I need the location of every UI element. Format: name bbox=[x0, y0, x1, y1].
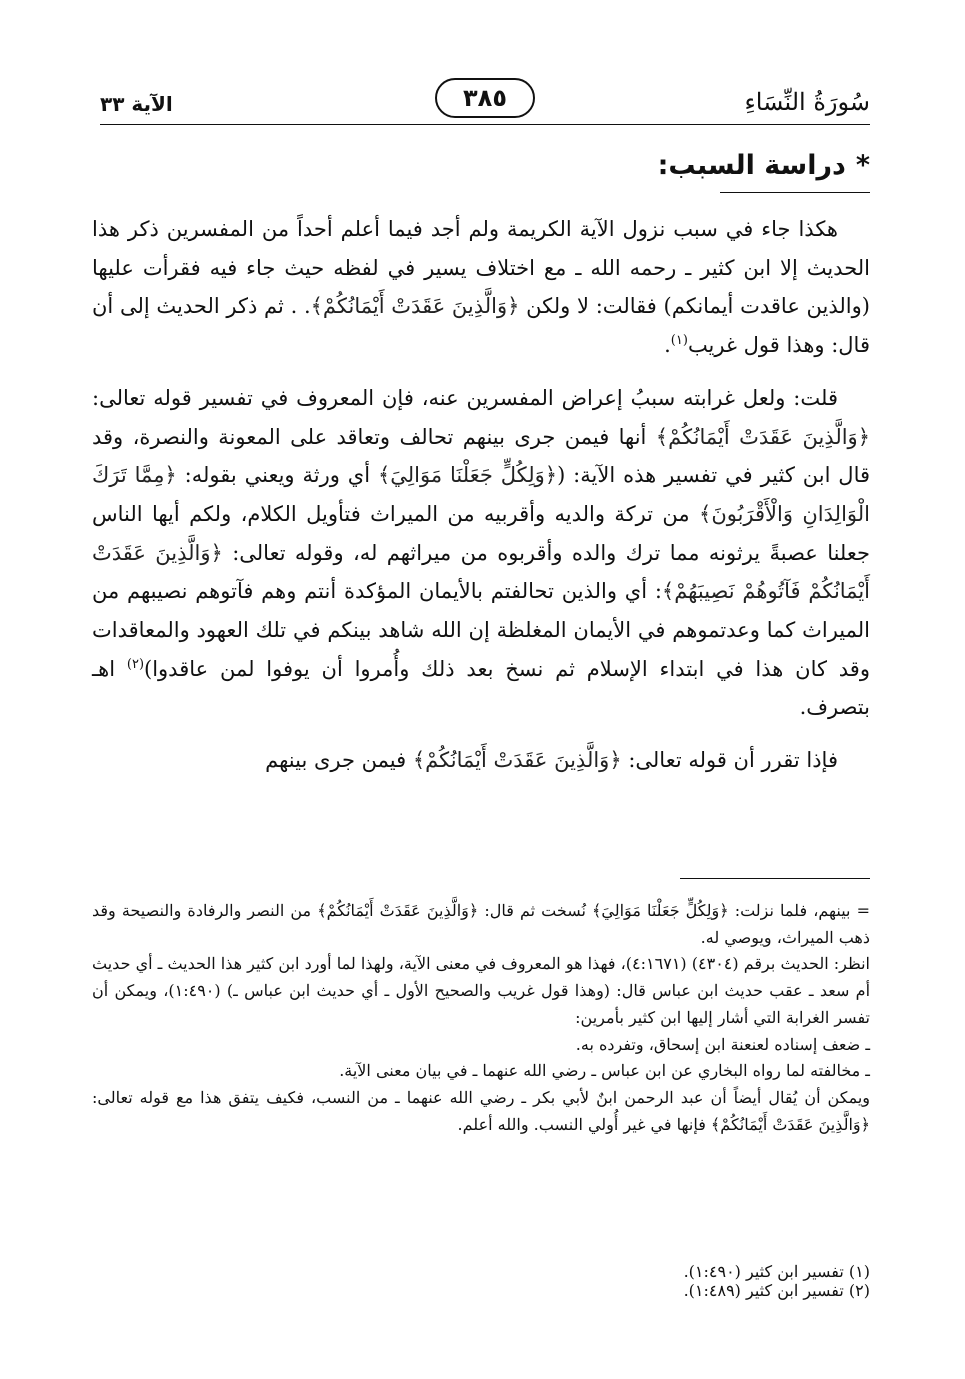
footnote-marker: (١) bbox=[670, 333, 688, 349]
surah-name: سُورَةُ النِّسَاءِ bbox=[744, 88, 870, 116]
page-header bbox=[100, 78, 870, 122]
footnote-separator bbox=[680, 878, 870, 879]
page-number: ٣٨٥ bbox=[435, 78, 535, 118]
text-run: من تركة والديه وأقربيه من الميراث فتأويل الكلام، ولكم أيها الناس جعلنا عصبةً يرثونه مما ترك والده وأقربوه من ميراثهم له، وقوله تعالى: bbox=[92, 501, 870, 565]
quran-quote: ﴿وَلِكُلٍّ جَعَلْنَا مَوَالِيَ﴾ bbox=[377, 463, 558, 488]
footnote-line: ويمكن أن يُقال أيضاً أن عبد الرحمن ابنٌ لأبي بكر ـ رضي الله عنهما ـ من النسب، فكيف يتفق هذا مع قوله تعالى: ﴿وَالَّذِينَ عَقَدَتْ أَيْمَانُكُمْ﴾ فإنها في غير أُولي النسب. والله أعلم. bbox=[92, 1087, 870, 1134]
heading-underline bbox=[720, 192, 870, 193]
header-rule bbox=[100, 124, 870, 125]
text-run: فيمن جرى بينهم bbox=[265, 748, 413, 773]
quran-quote: ﴿وَالَّذِينَ عَقَدَتْ أَيْمَانُكُمْ فَآتُوهُمْ نَصِيبَهُمْ﴾ bbox=[92, 540, 871, 604]
main-text bbox=[92, 210, 870, 794]
star-icon: * bbox=[855, 150, 870, 181]
text-run: : أي والذين تحالفتم بالأيمان المؤكدة أنتم وهم فآتوهم نصيبهم من الميراث كما وعدتموهم في الأيمان المغلظة إن الله شاهد بينكم في تلك العهود والمعاقدات وقد كان هذا في ابتداء الإسلام ثم نسخ بعد ذلك وأُمروا أن يوفوا لمن عاقدوا) bbox=[92, 579, 870, 681]
section-heading bbox=[100, 150, 870, 181]
footnote-ref-2: (٢) تفسير ابن كثير (١:٤٨٩). bbox=[683, 1281, 870, 1300]
paragraph-1 bbox=[92, 210, 870, 365]
text-run: . bbox=[664, 333, 671, 358]
paragraph-2 bbox=[92, 379, 870, 727]
footnote-references bbox=[92, 1262, 870, 1300]
footnotes bbox=[92, 898, 870, 1138]
quran-quote: ﴿مِمَّا تَرَكَ الْوَالِدَانِ وَالْأَقْرَبُونَ﴾ bbox=[92, 463, 870, 526]
text-run: اهـ بتصرف. bbox=[92, 656, 870, 720]
text-run: أنها فيمن جرى بينهم تحالف وتعاقد على المعونة والنصرة، وقد قال ابن كثير في تفسير هذه الآية: ( bbox=[92, 424, 871, 488]
text-run: أي ورثة ويعني بقوله: bbox=[176, 463, 378, 488]
verse-label: الآية ٣٣ bbox=[100, 92, 173, 116]
footnote-line: انظر: الحديث برقم (٤٣٠٤) (٤:١٦٧١)، فهذا هو المعروف في معنى الآية، ولهذا لما أورد ابن كثير هذا الحديث ـ أي حديث أم سعد ـ عقب حديث ابن عباس قال: (وهذا قول غريب والصحيح الأول ـ أي حديث ابن عباس ـ) (١:٤٩٠)، ويمكن أن تفسر الغرابة التي أشار إليها ابن كثير بأمرين: bbox=[92, 954, 871, 1027]
paragraph-3 bbox=[92, 741, 870, 780]
text-run: . . ثم ذكر الحديث إلى أن قال: وهذا قول غريب bbox=[92, 294, 870, 358]
footnote-line: ـ ضعف إسناده لعنعنة ابن إسحاق، وتفرده به. bbox=[575, 1034, 870, 1054]
footnote-line: ـ مخالفته لما رواه البخاري عن ابن عباس ـ رضي الله عنهما ـ في بيان معنى الآية. bbox=[339, 1061, 870, 1081]
quran-quote: ﴿وَالَّذِينَ عَقَدَتْ أَيْمَانُكُمْ﴾ bbox=[655, 424, 870, 449]
text-run: قلت: ولعل غرابته سببُ إعراض المفسرين عنه، فإن المعروف في تفسير قوله تعالى: bbox=[92, 385, 838, 410]
heading-title: دراسة السبب: bbox=[657, 150, 846, 181]
text-run: فإذا تقرر أن قوله تعالى: bbox=[621, 748, 838, 773]
text-run: هكذا جاء في سبب نزول الآية الكريمة ولم أجد فيما أعلم أحداً من المفسرين ذكر هذا الحديث إلا ابن كثير ـ رحمه الله ـ مع اختلاف يسير في لفظه حيث جاء فيه فقرأت عليها (والذين عاقدت أيمانكم) فقالت: لا ولكن bbox=[92, 217, 870, 319]
quran-quote: ﴿وَالَّذِينَ عَقَدَتْ أَيْمَانُكُمْ﴾ bbox=[310, 294, 520, 319]
footnote-line: = بينهم، فلما نزلت: ﴿وَلِكُلٍّ جَعَلْنَا مَوَالِيَ﴾ نُسخت ثم قال: ﴿وَالَّذِينَ عَقَدَتْ أَيْمَانُكُمْ﴾ من النصر والرفادة والنصيحة وقد ذهب الميراث، ويوصي له. bbox=[92, 901, 870, 947]
footnote-marker: (٢) bbox=[126, 656, 145, 672]
footnote-ref-1: (١) تفسير ابن كثير (١:٤٩٠). bbox=[683, 1262, 870, 1281]
quran-quote: ﴿وَالَّذِينَ عَقَدَتْ أَيْمَانُكُمْ﴾ bbox=[412, 748, 622, 773]
